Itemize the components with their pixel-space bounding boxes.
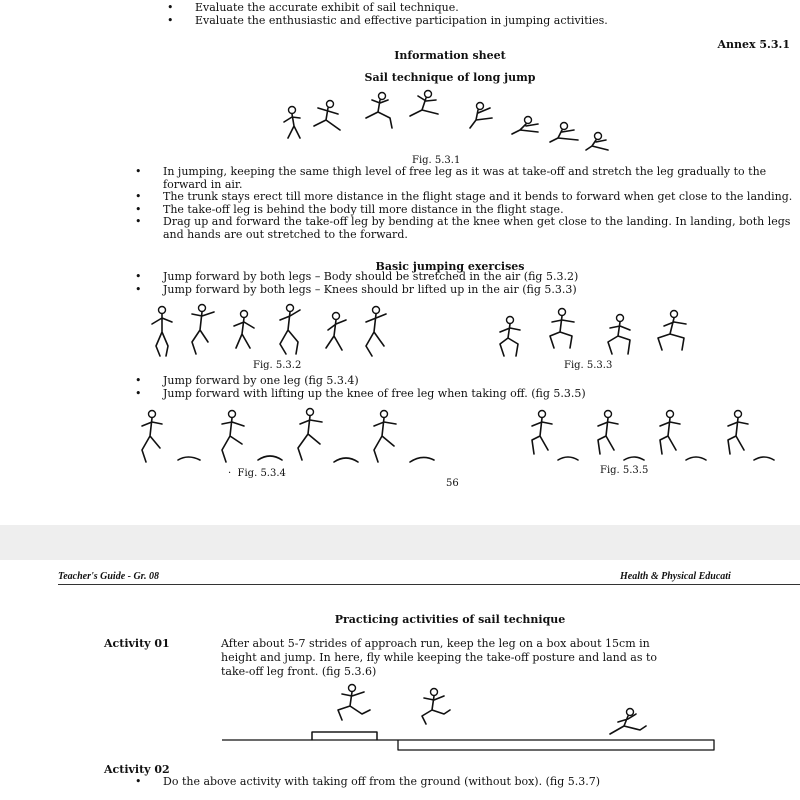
fig-535-caption: Fig. 5.3.5 [600, 465, 649, 476]
hop-arc [410, 457, 434, 462]
header-left: Teacher's Guide - Gr. 08 [58, 571, 160, 582]
jumper-figure-icon [410, 91, 438, 117]
fig-531-caption: Fig. 5.3.1 [412, 155, 461, 166]
objective-list [167, 1, 608, 27]
jumper-figure-icon [610, 709, 646, 735]
jumper-figure-icon [234, 311, 254, 349]
info-sheet-title: Information sheet [394, 49, 506, 62]
jumper-figure-icon [222, 411, 244, 463]
fig-532-illustration [140, 302, 400, 360]
hop-arc [558, 457, 578, 460]
hop-arc [178, 457, 200, 460]
jumper-figure-icon [326, 313, 346, 351]
jumper-figure-icon [284, 107, 300, 139]
list-item: • Evaluate the accurate exhibit of sail technique. [167, 1, 459, 14]
jumper-figure-icon [314, 101, 340, 131]
jumper-figure-icon [532, 411, 552, 455]
jumper-figure-icon [500, 317, 520, 357]
jumper-figure-icon [586, 133, 608, 151]
takeoff-box [312, 732, 377, 740]
hop-arc [258, 456, 282, 460]
jumper-figure-icon [280, 305, 300, 355]
list-item: • Jump forward with lifting up the knee of free leg when taking off. (fig 5.3.5) [135, 386, 586, 400]
jumper-figure-icon [470, 103, 492, 129]
list-item: • The trunk stays erect till more distance in the flight stage and it bends to forward when get close to the landing. [135, 190, 793, 203]
fig-532-caption: Fig. 5.3.2 [253, 360, 302, 371]
header-right: Health & Physical Educati [620, 571, 731, 582]
list-item: • Do the above activity with taking off from the ground (without box). (fig 5.3.7) [135, 775, 601, 788]
jumper-figure-icon [366, 307, 386, 357]
jumper-figure-icon [298, 409, 322, 461]
list-item: • In jumping, keeping the same thigh level of free leg as it was at take-off and stretch the leg gradually to the forward in air. [135, 165, 767, 191]
list-item: • Jump forward by both legs – Knees should br lifted up in the air (fig 5.3.3) [135, 282, 577, 296]
fig-534-illustration [130, 404, 450, 468]
exercises-title: Basic jumping exercises [375, 260, 525, 273]
page-gap [0, 525, 800, 560]
sail-technique-title: Sail technique of long jump [364, 71, 536, 84]
fig-536-illustration [222, 682, 722, 758]
hop-arc [686, 457, 706, 460]
jumper-figure-icon [374, 411, 396, 463]
list-item: • Drag up and forward the take-off leg by bending at the knee when get close to the landing. In landing, both legs and hands are out stretched to the forward. [135, 215, 791, 241]
fig-533-caption: Fig. 5.3.3 [564, 360, 613, 371]
activity1-label: Activity 01 [104, 637, 170, 650]
fig-531-illustration [280, 88, 620, 156]
hop-arc [334, 458, 358, 462]
jumper-figure-icon [142, 411, 162, 463]
jumper-figure-icon [192, 305, 214, 355]
section-title: Practicing activities of sail technique [334, 613, 566, 626]
jumper-figure-icon [598, 411, 618, 455]
list-item: • The take-off leg is behind the body till more distance in the flight stage. [135, 202, 564, 216]
hop-arc [624, 457, 644, 460]
hop-arc [754, 457, 774, 460]
exercise-list-1 [135, 270, 579, 296]
runway-track [222, 732, 714, 750]
list-item: • Evaluate the enthusiastic and effective participation in jumping activities. [167, 13, 608, 27]
page-number: 56 [446, 478, 459, 489]
fig-534-caption: · Fig. 5.3.4 [228, 468, 286, 479]
list-item: • Jump forward by one leg (fig 5.3.4) [135, 374, 359, 387]
annex-label: Annex 5.3.1 [717, 38, 790, 51]
jumper-figure-icon [550, 123, 578, 143]
activity2-label: Activity 02 [104, 763, 170, 776]
jumper-figure-icon [728, 411, 748, 455]
fig-535-illustration [520, 404, 790, 468]
jumper-figure-icon [658, 311, 686, 351]
exercise-list-2 [135, 374, 586, 400]
jumper-figure-icon [550, 309, 574, 349]
jumper-figure-icon [152, 307, 172, 357]
jumper-figure-icon [608, 315, 630, 355]
jumper-figure-icon [366, 93, 392, 129]
list-item: • Jump forward by both legs – Body should be stretched in the air (fig 5.3.2) [135, 270, 579, 283]
jumper-figure-icon [338, 685, 370, 721]
activity2-list [135, 775, 601, 789]
page-57 [0, 560, 800, 800]
header-rule [58, 584, 800, 585]
jumper-figure-icon [422, 689, 450, 725]
technique-list [135, 165, 793, 241]
fig-533-illustration [490, 304, 720, 362]
jumper-figure-icon [512, 117, 538, 135]
activity1-text: After about 5-7 strides of approach run, keep the leg on a box about 15cm in height and jump. In here, fly while keeping the take-off posture and land as to take-off leg front. (fig 5.3.6) [221, 637, 658, 678]
jumper-figure-icon [660, 411, 680, 455]
